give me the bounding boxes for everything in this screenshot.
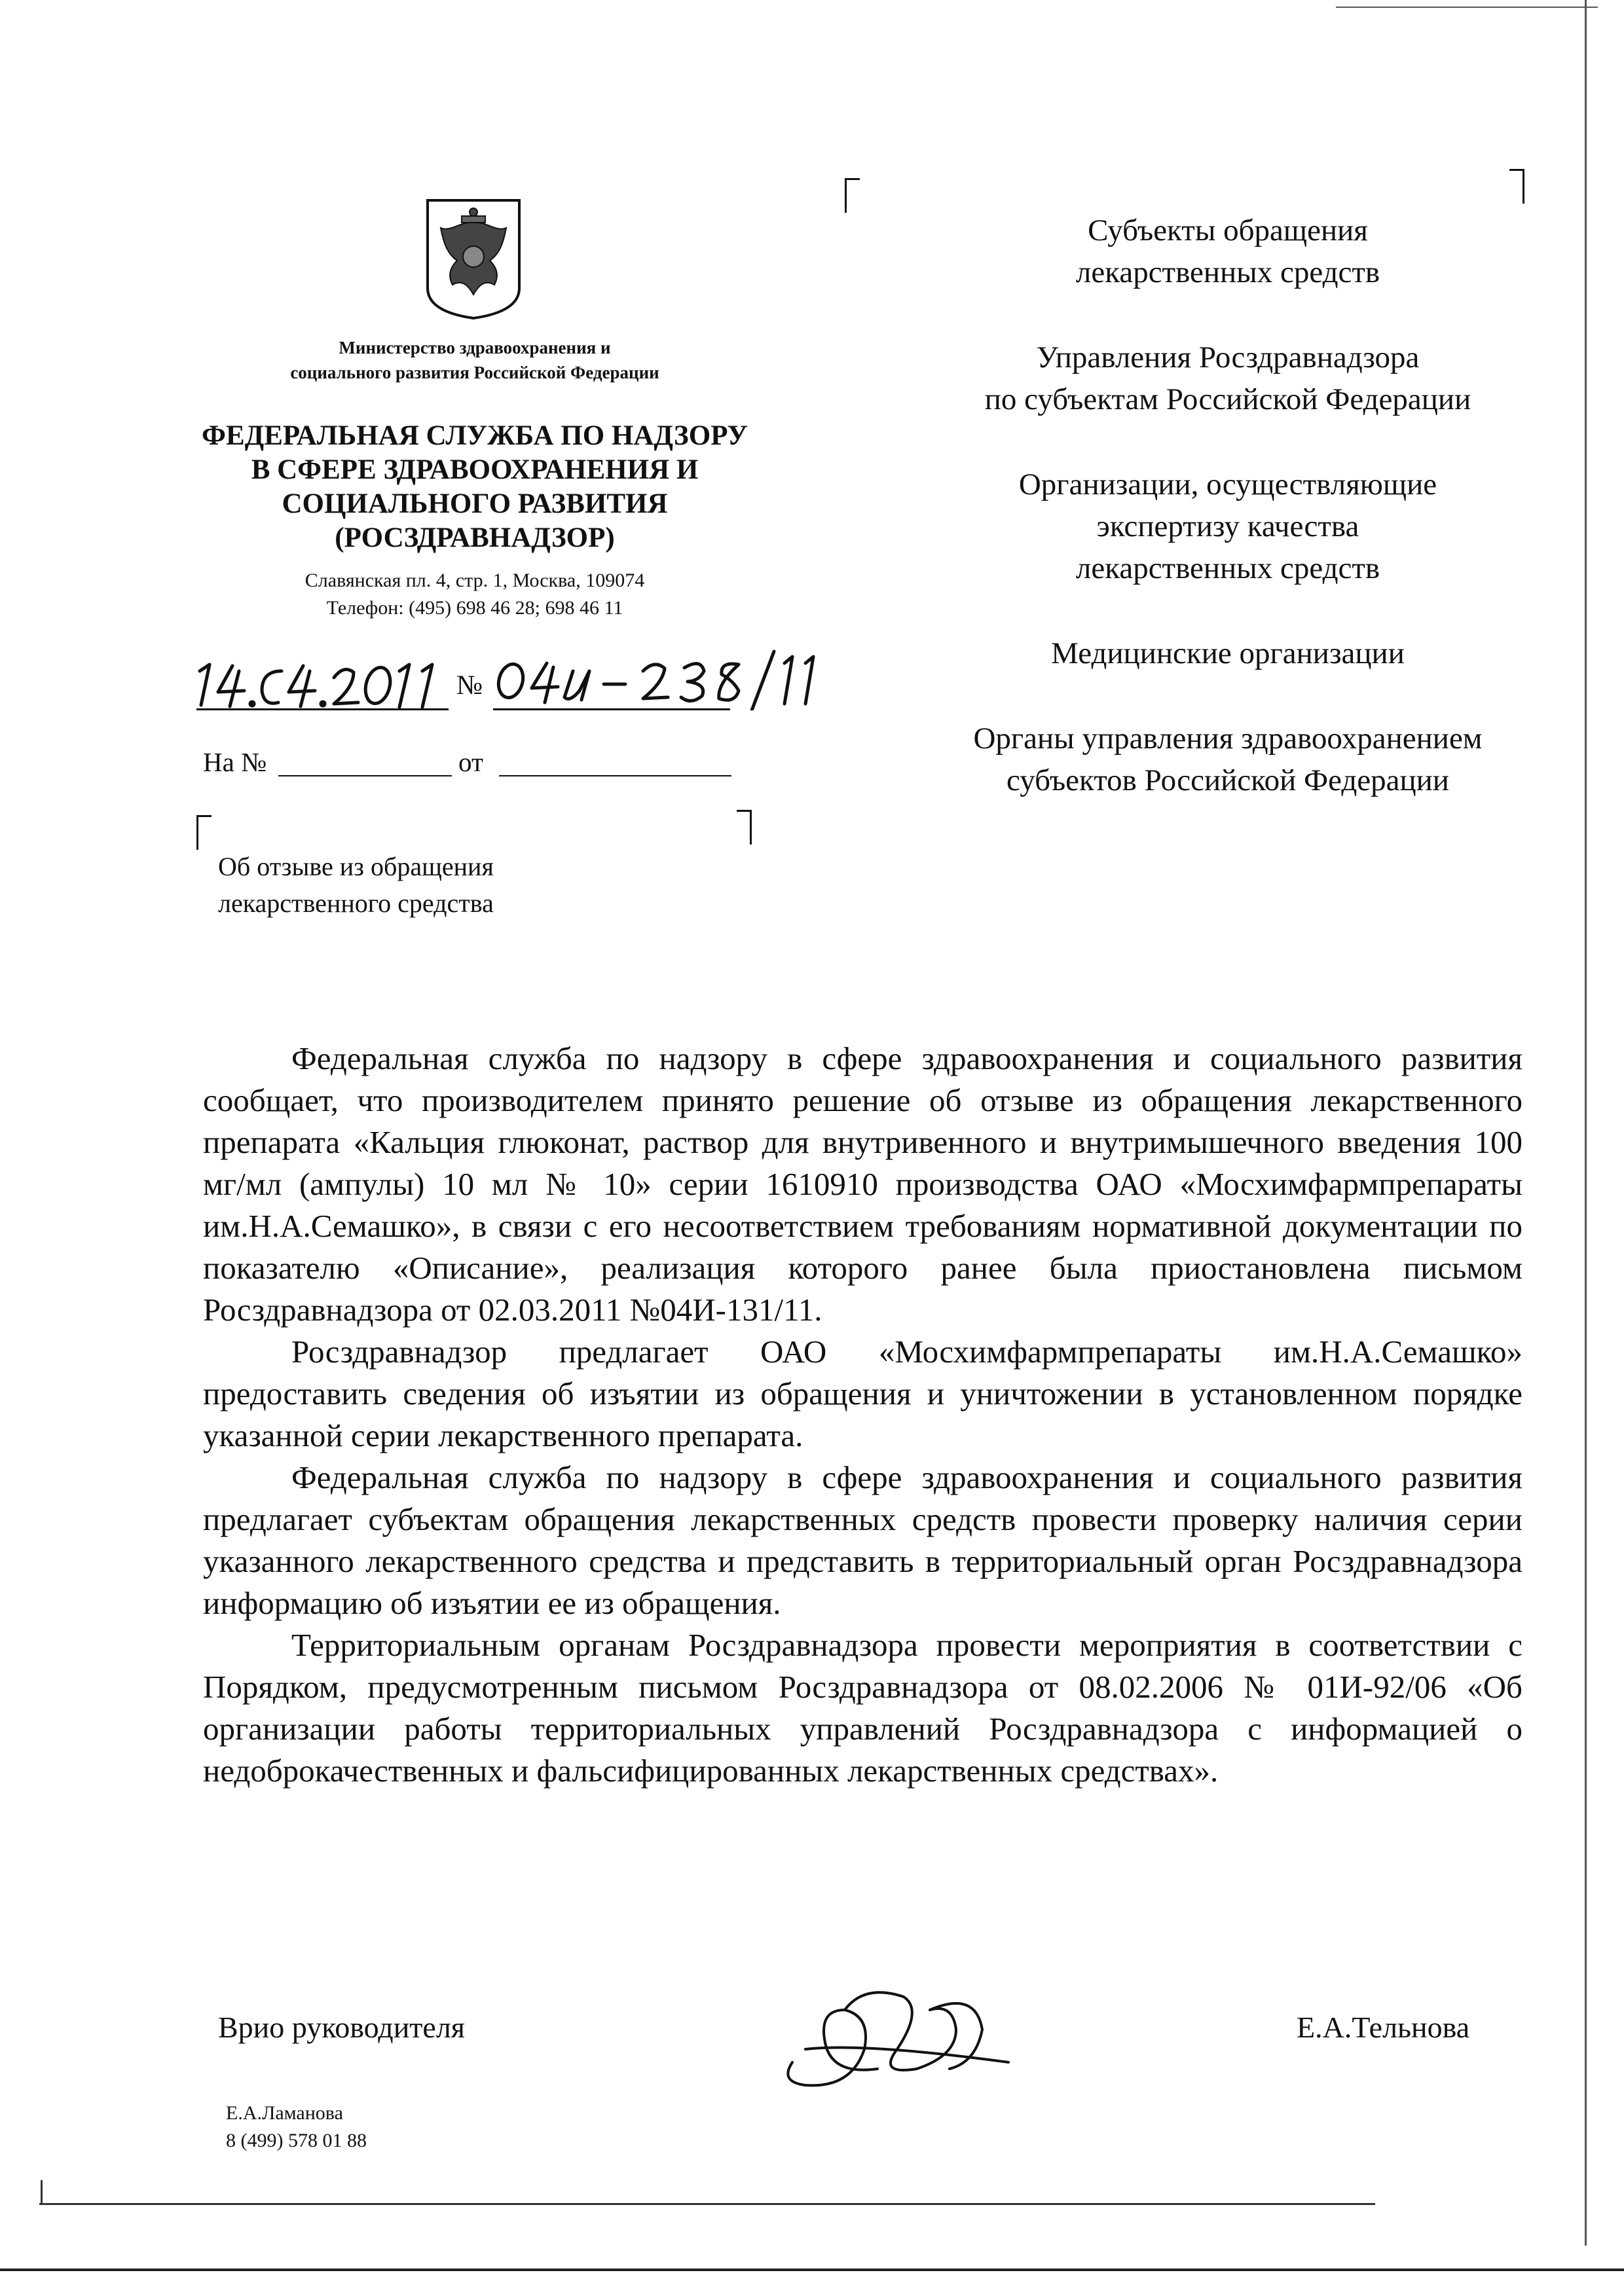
signatory-role: Врио руководителя	[218, 2011, 465, 2044]
subject-bracket-right	[737, 810, 752, 845]
reference-from-label: от	[458, 747, 483, 777]
recipient-line: Субъекты обращения	[1088, 213, 1368, 247]
recipients-bracket-left	[845, 178, 860, 213]
body-paragraph: Федеральная служба по надзору в сфере здравоохранения и социального развития предлагает субъектам обращения лекарственных средств провести проверку наличия серии указанного лекарственного средства и представить в территориальный орган Росздравнадзора информацию об изъятии ее из обращения.	[203, 1459, 1522, 1621]
subject-line: Об отзыве из обращения	[218, 852, 494, 881]
subject-bracket-left	[196, 815, 212, 850]
ministry-line: Министерство здравоохранения и	[339, 338, 611, 357]
recipient-line: субъектов Российской Федерации	[1006, 763, 1449, 797]
recipient-line: по субъектам Российской Федерации	[984, 382, 1471, 416]
handwritten-signature	[766, 1971, 1015, 2102]
recipient	[904, 632, 1552, 674]
reference-label: На №	[203, 747, 267, 777]
recipient	[904, 718, 1552, 801]
agency-contacts	[216, 567, 733, 622]
recipient-line: Организации, осуществляющие	[1018, 467, 1437, 501]
agency-name-line: ФЕДЕРАЛЬНАЯ СЛУЖБА ПО НАДЗОРУ	[202, 420, 748, 451]
date-underline	[196, 708, 449, 710]
reference-date-blank	[499, 775, 731, 776]
recipient-line: Органы управления здравоохранением	[973, 721, 1483, 756]
agency-name-line: СОЦИАЛЬНОГО РАЗВИТИЯ	[282, 488, 668, 519]
recipient-line: Медицинские организации	[1051, 636, 1405, 670]
coat-of-arms-emblem	[421, 196, 526, 321]
recipient-line: лекарственных средств	[1075, 255, 1380, 289]
number-underline	[493, 708, 730, 710]
recipient-line: лекарственных средств	[1075, 551, 1380, 585]
body-paragraph: Территориальным органам Росздравнадзора провести мероприятия в соответствии с Порядком, предусмотренным письмом Росздравнадзора от 08.02.2006 № 01И-92/06 «Об организации работы территориальных управлений Росздравнадзора с информацией о недоброкачественных и фальсифицированных лекарственных средствах».	[203, 1627, 1522, 1789]
ministry-name	[216, 335, 733, 385]
agency-name-line: (РОСЗДРАВНАДЗОР)	[335, 522, 615, 553]
handwritten-date	[187, 651, 449, 714]
recipient-line: экспертизу качества	[1096, 509, 1359, 543]
letter-body	[203, 1038, 1522, 1792]
executor-name: Е.А.Ламанова	[226, 2102, 343, 2124]
agency-name	[164, 419, 786, 555]
recipient-line: Управления Росздравнадзора	[1036, 340, 1420, 374]
subject-line: лекарственного средства	[218, 888, 494, 918]
recipients-list	[904, 210, 1552, 845]
number-sign: №	[456, 670, 483, 701]
letter-subject	[218, 848, 494, 922]
recipient	[904, 210, 1552, 293]
scan-edge-line	[1336, 7, 1598, 8]
agency-address: Славянская пл. 4, стр. 1, Москва, 109074	[304, 570, 645, 591]
scan-edge-line	[0, 2269, 1624, 2271]
recipient	[904, 337, 1552, 420]
body-paragraph: Федеральная служба по надзору в сфере здравоохранения и социального развития сообщает, что производителем принято решение об отзыве из обращения лекарственного препарата «Кальция глюконат, раствор для внутривенного и внутримышечного введения 100 мг/мл (ампулы) 10 мл № 10» серии 1610910 производства ОАО «Мосхимфармпрепараты им.Н.А.Семашко», в связи с его несоответствием требованиям нормативной документации по показателю «Описание», реализация которого ранее была приостановлена письмом Росздравнадзора от 02.03.2011 №04И-131/11.	[203, 1040, 1522, 1328]
handwritten-number	[491, 645, 832, 710]
recipient	[904, 464, 1552, 589]
body-paragraph: Росздравнадзор предлагает ОАО «Мосхимфармпрепараты им.Н.А.Семашко» предоставить сведения об изъятии из обращения и уничтожении в установленном порядке указанной серии лекарственного препарата.	[203, 1334, 1522, 1453]
recipients-bracket-right	[1509, 169, 1524, 204]
scan-edge-line	[41, 2180, 43, 2205]
ministry-line: социального развития Российской Федерации	[290, 363, 659, 382]
executor-phone: 8 (499) 578 01 88	[226, 2130, 367, 2151]
agency-name-line: В СФЕРЕ ЗДРАВООХРАНЕНИЯ И	[251, 454, 699, 485]
scan-edge-line	[1585, 0, 1587, 2246]
reference-number-blank	[278, 775, 452, 776]
agency-phone: Телефон: (495) 698 46 28; 698 46 11	[326, 597, 623, 619]
signatory-name: Е.А.Тельнова	[1297, 2011, 1470, 2044]
scan-edge-line	[39, 2203, 1375, 2205]
